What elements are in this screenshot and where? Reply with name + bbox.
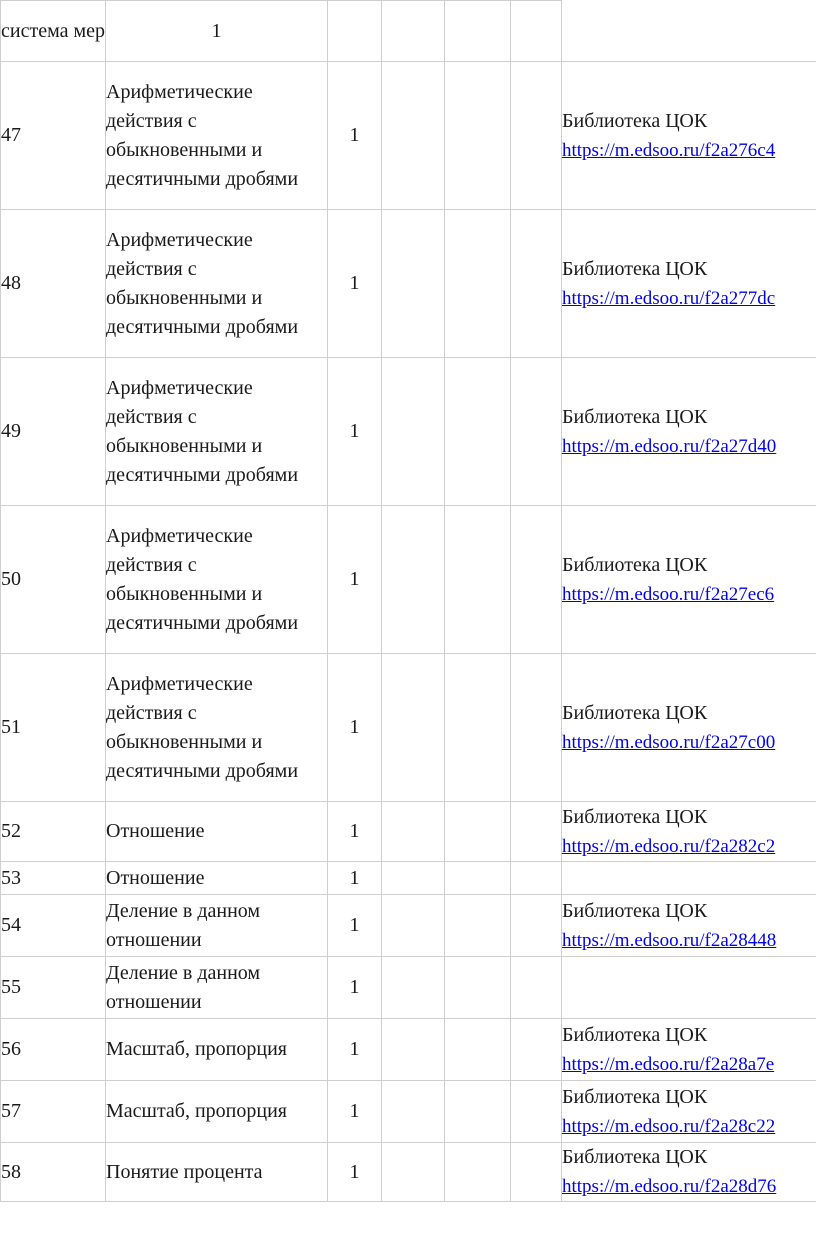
row-number: 48	[1, 210, 106, 358]
empty-cell	[382, 358, 445, 506]
row-number: 54	[1, 895, 106, 957]
topic-cell: система мер	[1, 1, 106, 62]
resource-title: Библиотека ЦОК	[562, 405, 708, 428]
table-row	[1, 358, 816, 506]
empty-cell	[445, 1019, 511, 1081]
row-number: 51	[1, 654, 106, 802]
resource-cell	[562, 862, 816, 895]
resource-title: Библиотека ЦОК	[562, 553, 708, 576]
row-number: 52	[1, 802, 106, 862]
empty-cell	[382, 506, 445, 654]
hours-count: 1	[328, 802, 382, 862]
empty-cell	[382, 1, 445, 62]
empty-cell	[382, 1019, 445, 1081]
resource-title: Библиотека ЦОК	[562, 805, 708, 828]
table-row	[1, 802, 816, 862]
resource-title: Библиотека ЦОК	[562, 257, 708, 280]
empty-cell	[382, 802, 445, 862]
resource-cell	[562, 1081, 816, 1143]
lesson-topic: Арифметические действия с обыкновенными и десятичными дробями	[106, 506, 328, 654]
resource-link[interactable]: https://m.edsoo.ru/f2a27c00	[562, 731, 776, 753]
hours-count: 1	[328, 506, 382, 654]
resource-cell	[562, 1019, 816, 1081]
empty-cell	[511, 1019, 562, 1081]
resource-cell	[562, 895, 816, 957]
empty-cell	[445, 1081, 511, 1143]
empty-cell	[445, 654, 511, 802]
table-row	[1, 957, 816, 1019]
empty-cell	[445, 62, 511, 210]
empty-cell	[445, 506, 511, 654]
empty-cell	[511, 358, 562, 506]
hours-count: 1	[328, 210, 382, 358]
table-row	[1, 654, 816, 802]
resource-link[interactable]: https://m.edsoo.ru/f2a28c22	[562, 1115, 776, 1137]
row-number: 53	[1, 862, 106, 895]
resource-link[interactable]: https://m.edsoo.ru/f2a28448	[562, 929, 777, 951]
resource-link[interactable]: https://m.edsoo.ru/f2a27ec6	[562, 583, 775, 605]
hours-cell: 1	[106, 1, 328, 62]
row-number: 50	[1, 506, 106, 654]
table-row	[1, 1019, 816, 1081]
empty-cell	[382, 957, 445, 1019]
table-row	[1, 1143, 816, 1202]
empty-cell	[445, 957, 511, 1019]
hours-count: 1	[328, 654, 382, 802]
empty-cell	[445, 802, 511, 862]
lesson-topic: Отношение	[106, 862, 328, 895]
hours-count: 1	[328, 862, 382, 895]
resource-link[interactable]: https://m.edsoo.ru/f2a276c4	[562, 139, 776, 161]
resource-cell	[562, 210, 816, 358]
empty-cell	[511, 210, 562, 358]
table-row	[1, 210, 816, 358]
hours-count: 1	[328, 957, 382, 1019]
hours-count: 1	[328, 1019, 382, 1081]
hours-count: 1	[328, 62, 382, 210]
empty-cell	[445, 895, 511, 957]
lesson-topic: Арифметические действия с обыкновенными и десятичными дробями	[106, 358, 328, 506]
empty-cell	[382, 210, 445, 358]
empty-cell	[445, 862, 511, 895]
empty-cell	[511, 1143, 562, 1202]
empty-cell	[328, 1, 382, 62]
resource-cell	[562, 802, 816, 862]
resource-link[interactable]: https://m.edsoo.ru/f2a282c2	[562, 835, 776, 857]
empty-cell	[445, 210, 511, 358]
hours-count: 1	[328, 1143, 382, 1202]
resource-cell	[562, 358, 816, 506]
empty-cell	[445, 358, 511, 506]
lesson-topic: Понятие процента	[106, 1143, 328, 1202]
empty-cell	[511, 1081, 562, 1143]
empty-cell	[382, 862, 445, 895]
table-row	[1, 1081, 816, 1143]
empty-cell	[382, 654, 445, 802]
row-number: 49	[1, 358, 106, 506]
resource-title: Библиотека ЦОК	[562, 899, 708, 922]
empty-cell	[511, 1, 562, 62]
resource-title: Библиотека ЦОК	[562, 701, 708, 724]
resource-link[interactable]: https://m.edsoo.ru/f2a277dc	[562, 287, 776, 309]
resource-title: Библиотека ЦОК	[562, 1146, 708, 1168]
resource-cell	[562, 957, 816, 1019]
row-number: 56	[1, 1019, 106, 1081]
empty-cell	[511, 62, 562, 210]
empty-cell	[382, 1143, 445, 1202]
hours-count: 1	[328, 1081, 382, 1143]
empty-cell	[382, 1081, 445, 1143]
empty-cell	[511, 506, 562, 654]
lesson-topic: Арифметические действия с обыкновенными и десятичными дробями	[106, 62, 328, 210]
resource-title: Библиотека ЦОК	[562, 1085, 708, 1108]
lesson-topic: Арифметические действия с обыкновенными и десятичными дробями	[106, 210, 328, 358]
resource-link[interactable]: https://m.edsoo.ru/f2a28a7e	[562, 1053, 775, 1075]
empty-cell	[382, 62, 445, 210]
row-number: 55	[1, 957, 106, 1019]
lesson-topic: Деление в данном отношении	[106, 957, 328, 1019]
row-number: 47	[1, 62, 106, 210]
lesson-topic: Масштаб, пропорция	[106, 1019, 328, 1081]
empty-cell	[445, 1, 511, 62]
table-row	[1, 862, 816, 895]
resource-title: Библиотека ЦОК	[562, 109, 708, 132]
lesson-topic: Отношение	[106, 802, 328, 862]
table-row	[1, 895, 816, 957]
empty-cell	[511, 957, 562, 1019]
hours-count: 1	[328, 895, 382, 957]
empty-cell	[511, 802, 562, 862]
lesson-topic: Деление в данном отношении	[106, 895, 328, 957]
table-row-continuation	[1, 1, 816, 62]
resource-title: Библиотека ЦОК	[562, 1023, 708, 1046]
empty-cell	[511, 654, 562, 802]
empty-cell	[511, 862, 562, 895]
hours-count: 1	[328, 358, 382, 506]
lesson-topic: Арифметические действия с обыкновенными и десятичными дробями	[106, 654, 328, 802]
resource-cell	[562, 1143, 816, 1202]
resource-cell	[562, 62, 816, 210]
resource-cell	[562, 654, 816, 802]
table-row	[1, 506, 816, 654]
empty-cell	[445, 1143, 511, 1202]
empty-cell	[382, 895, 445, 957]
table-row	[1, 62, 816, 210]
resource-link[interactable]: https://m.edsoo.ru/f2a28d76	[562, 1176, 777, 1197]
resource-cell	[562, 506, 816, 654]
empty-cell	[511, 895, 562, 957]
resource-link[interactable]: https://m.edsoo.ru/f2a27d40	[562, 435, 777, 457]
row-number: 57	[1, 1081, 106, 1143]
lesson-topic: Масштаб, пропорция	[106, 1081, 328, 1143]
row-number: 58	[1, 1143, 106, 1202]
empty-cell	[562, 1, 816, 62]
